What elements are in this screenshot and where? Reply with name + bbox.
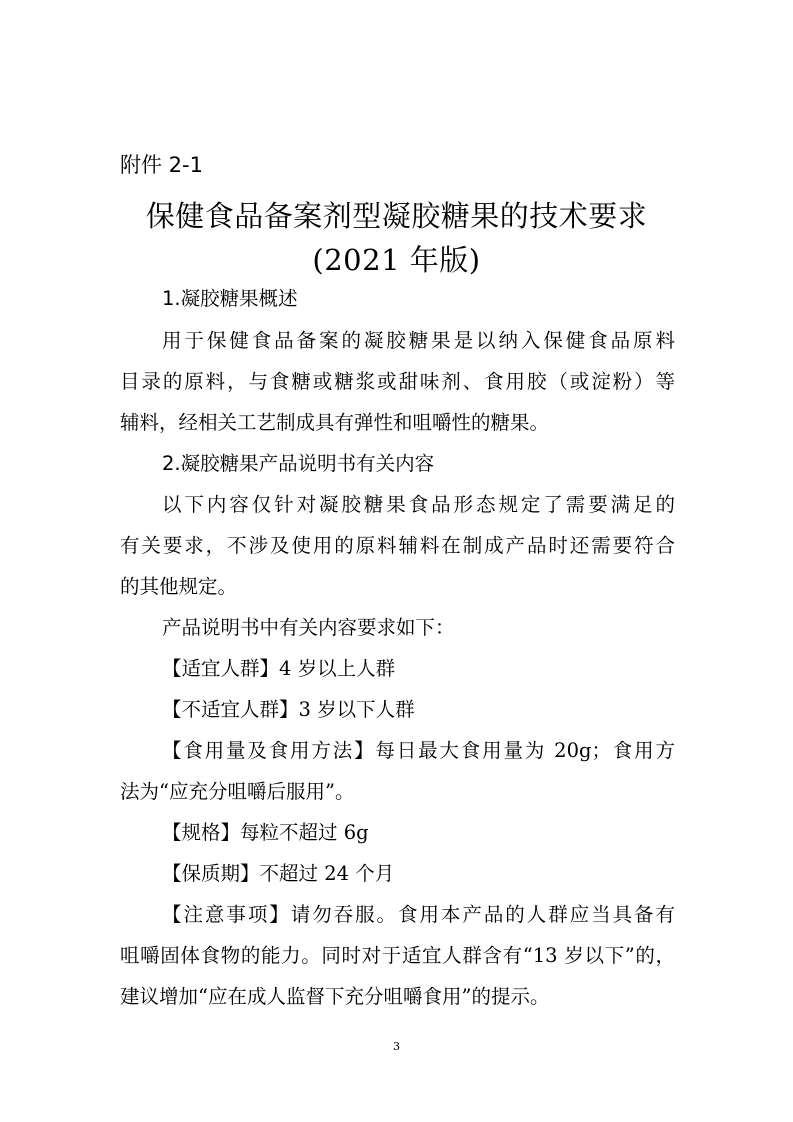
paragraph-line: 辅料，经相关工艺制成具有弹性和咀嚼性的糖果。 — [120, 411, 550, 434]
paragraph-line: 的其他规定。 — [120, 575, 238, 598]
spec-item-dosage: 【食用量及食用方法】每日最大食用量为 20g；食用方 — [162, 739, 675, 762]
spec-item-suitable-population: 【适宜人群】4 岁以上人群 — [162, 657, 396, 680]
section-heading-2: 2.凝胶糖果产品说明书有关内容 — [162, 452, 435, 475]
paragraph-line: 有关要求，不涉及使用的原料辅料在制成产品时还需要符合 — [120, 534, 675, 557]
document-edition: (2021 年版) — [312, 243, 481, 277]
section-heading-1: 1.凝胶糖果概述 — [162, 287, 298, 310]
spec-item-dosage-cont: 法为“应充分咀嚼后服用”。 — [120, 780, 355, 803]
spec-item-notes-cont: 建议增加“应在成人监督下充分咀嚼食用”的提示。 — [120, 985, 550, 1008]
paragraph-line: 用于保健食品备案的凝胶糖果是以纳入保健食品原料 — [162, 329, 675, 352]
spec-item-shelf-life: 【保质期】不超过 24 个月 — [162, 862, 395, 885]
page-number: 3 — [393, 1040, 400, 1053]
paragraph-line: 产品说明书中有关内容要求如下： — [162, 616, 455, 639]
spec-item-specification: 【规格】每粒不超过 6g — [162, 821, 369, 844]
paragraph-line: 目录的原料，与食糖或糖浆或甜味剂、食用胶（或淀粉）等 — [120, 370, 675, 393]
spec-item-notes: 【注意事项】请勿吞服。食用本产品的人群应当具备有 — [162, 903, 675, 926]
spec-item-notes-cont: 咀嚼固体食物的能力。同时对于适宜人群含有“13 岁以下”的， — [120, 944, 675, 967]
document-title: 保健食品备案剂型凝胶糖果的技术要求 — [145, 199, 648, 233]
spec-item-unsuitable-population: 【不适宜人群】3 岁以下人群 — [162, 698, 415, 721]
attachment-label: 附件 2-1 — [120, 153, 203, 177]
paragraph-line: 以下内容仅针对凝胶糖果食品形态规定了需要满足的 — [162, 493, 675, 516]
